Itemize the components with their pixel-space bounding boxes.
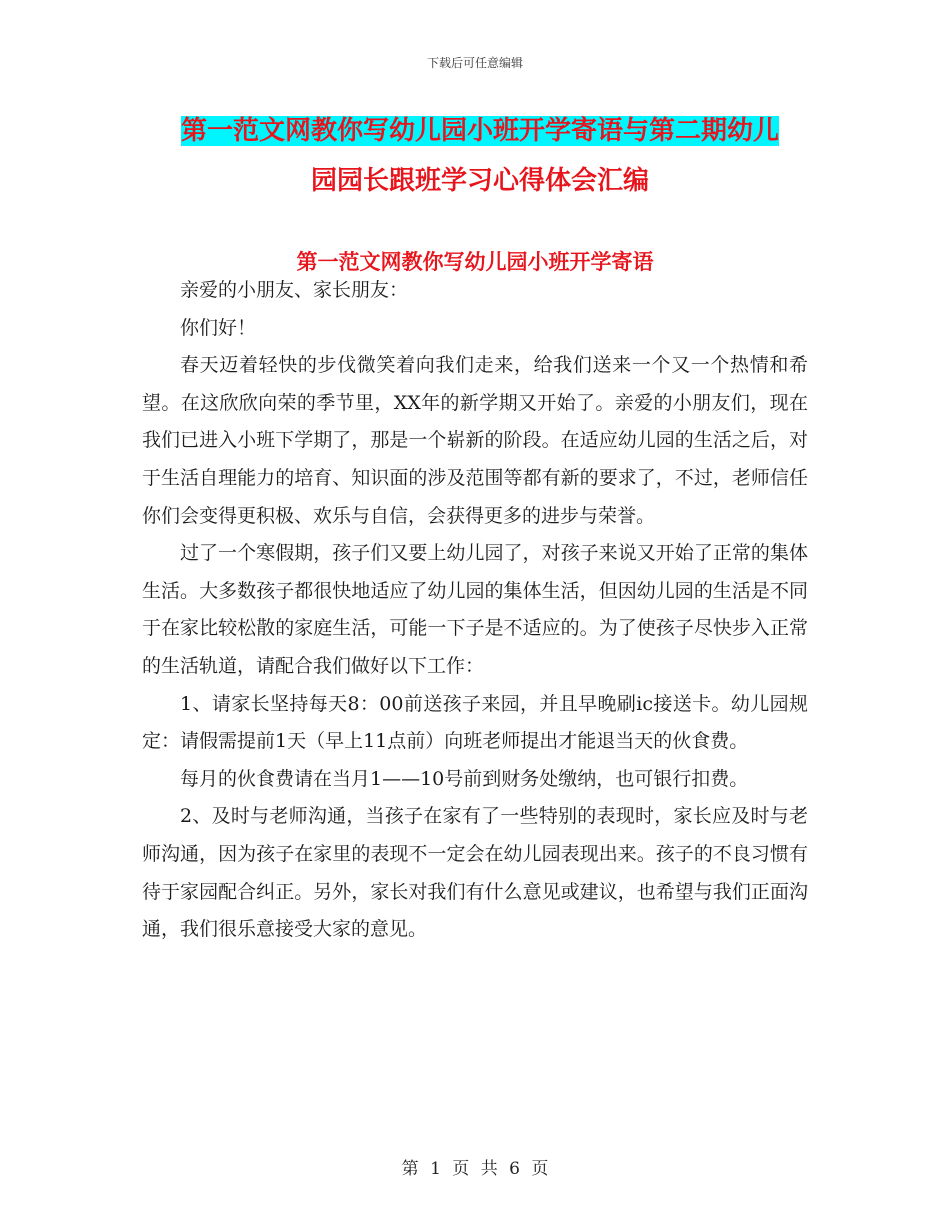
page-footer: 第 1 页 共 6 页 bbox=[401, 1159, 549, 1179]
title-line-1: 第一范文网教你写幼儿园小班开学寄语与第二期幼儿 bbox=[180, 116, 779, 146]
paragraph: 1、请家长坚持每天8：00前送孩子来园，并且早晚刷ic接送卡。幼儿园规定：请假需提前1天（早上11点前）向班老师提出才能退当天的伙食费。 bbox=[142, 692, 808, 753]
paragraph: 每月的伙食费请在当月1——10号前到财务处缴纳，也可银行扣费。 bbox=[180, 767, 749, 790]
paragraph: 2、及时与老师沟通，当孩子在家有了一些特别的表现时，家长应及时与老师沟通，因为孩子在家里的表现不一定会在幼儿园表现出来。孩子的不良习惯有待于家园配合纠正。另外，家长对我们有什么意见或建议，也希望与我们正面沟通，我们很乐意接受大家的意见。 bbox=[142, 805, 808, 941]
paragraph-hello: 你们好！ bbox=[180, 316, 257, 339]
paragraph: 过了一个寒假期，孩子们又要上幼儿园了，对孩子来说又开始了正常的集体生活。大多数孩子都很快地适应了幼儿园的集体生活，但因幼儿园的生活是不同于在家比较松散的家庭生活，可能一下子是不适应的。为了使孩子尽快步入正常的生活轨道，请配合我们做好以下工作： bbox=[142, 542, 808, 677]
section-title: 第一范文网教你写幼儿园小班开学寄语 bbox=[296, 250, 654, 274]
header-note: 下载后可任意编辑 bbox=[426, 56, 523, 70]
document-title bbox=[140, 106, 820, 206]
paragraph: 春天迈着轻快的步伐微笑着向我们走来，给我们送来一个又一个热情和希望。在这欣欣向荣的季节里，XX年的新学期又开始了。亲爱的小朋友们，现在我们已进入小班下学期了，那是一个崭新的阶段。在适应幼儿园的生活之后，对于生活自理能力的培育、知识面的涉及范围等都有新的要求了，不过，老师信任你们会变得更积极、欢乐与自信，会获得更多的进步与荣誉。 bbox=[142, 354, 808, 527]
title-line-2: 园园长跟班学习心得体会汇编 bbox=[310, 166, 649, 196]
paragraph-greeting: 亲爱的小朋友、家长朋友： bbox=[180, 279, 409, 301]
body-text bbox=[142, 272, 808, 949]
